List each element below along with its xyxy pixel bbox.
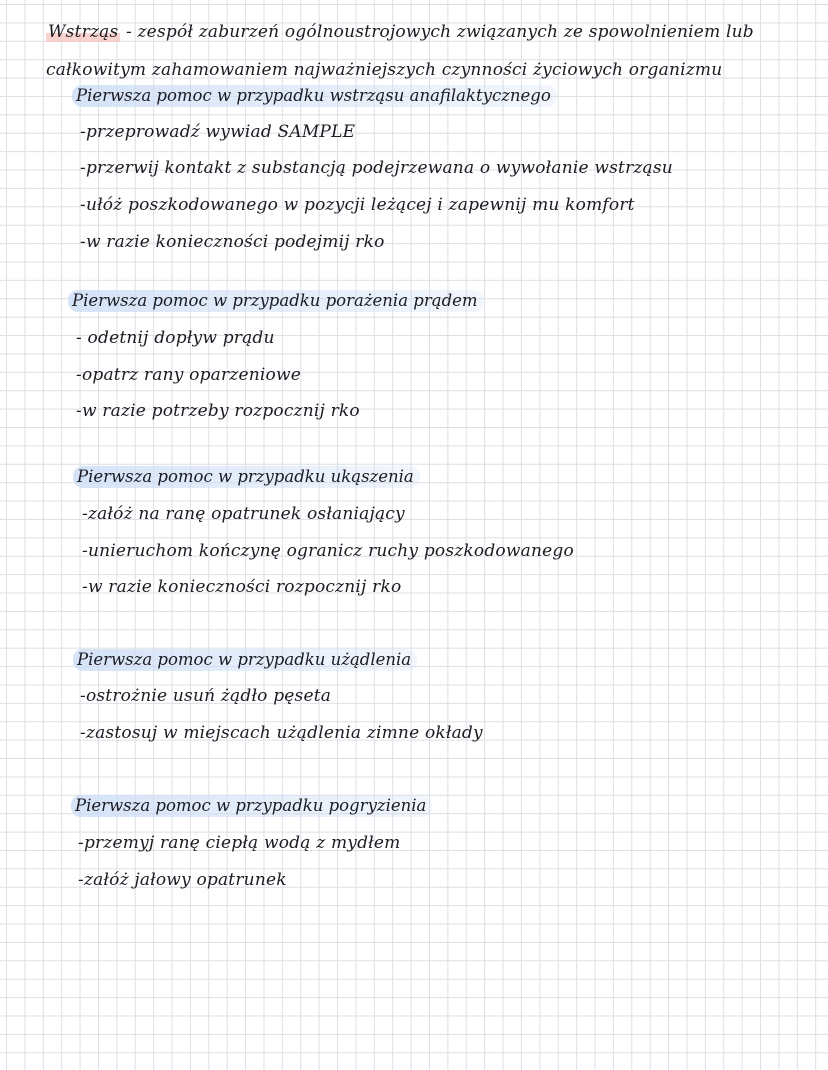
definition-term: Wstrząs <box>48 22 119 42</box>
section-title-anaphylactic: Pierwsza pomoc w przypadku wstrząsu anafilaktycznego <box>72 85 557 107</box>
list-item: -unieruchom kończynę ogranicz ruchy poszkodowanego <box>82 541 574 561</box>
list-item: - odetnij dopływ prądu <box>76 328 275 348</box>
section-title-animal-bite: Pierwsza pomoc w przypadku pogryzienia <box>71 795 432 817</box>
list-item: -załóż jałowy opatrunek <box>78 870 287 890</box>
section-title-bite-sting: Pierwsza pomoc w przypadku ukąszenia <box>73 466 420 488</box>
list-item: -ułóż poszkodowanego w pozycji leżącej i zapewnij mu komfort <box>80 195 635 215</box>
definition-line-1 <box>46 21 754 43</box>
definition-text-2: całkowitym zahamowaniem najważniejszych czynności życiowych organizmu <box>46 60 723 80</box>
section-title-insect-sting: Pierwsza pomoc w przypadku użądlenia <box>73 649 417 671</box>
list-item: -w razie konieczności podejmij rko <box>80 232 385 252</box>
list-item: -ostrożnie usuń żądło pęseta <box>80 686 332 706</box>
list-item: -przeprowadź wywiad SAMPLE <box>80 122 356 142</box>
list-item: -przerwij kontakt z substancją podejrzewana o wywołanie wstrząsu <box>80 158 673 178</box>
list-item: -opatrz rany oparzeniowe <box>76 365 301 385</box>
definition-line-2 <box>46 59 722 81</box>
list-item: -załóż na ranę opatrunek osłaniający <box>82 504 405 524</box>
section-title-electric-shock: Pierwsza pomoc w przypadku porażenia prądem <box>68 290 484 312</box>
list-item: -w razie konieczności rozpocznij rko <box>82 577 402 597</box>
definition-text-1: - zespół zaburzeń ogólnoustrojowych związanych ze spowolnieniem lub <box>120 22 754 42</box>
list-item: -w razie potrzeby rozpocznij rko <box>76 401 360 421</box>
list-item: -przemyj ranę ciepłą wodą z mydłem <box>78 833 401 853</box>
list-item: -zastosuj w miejscach użądlenia zimne okłady <box>80 723 483 743</box>
